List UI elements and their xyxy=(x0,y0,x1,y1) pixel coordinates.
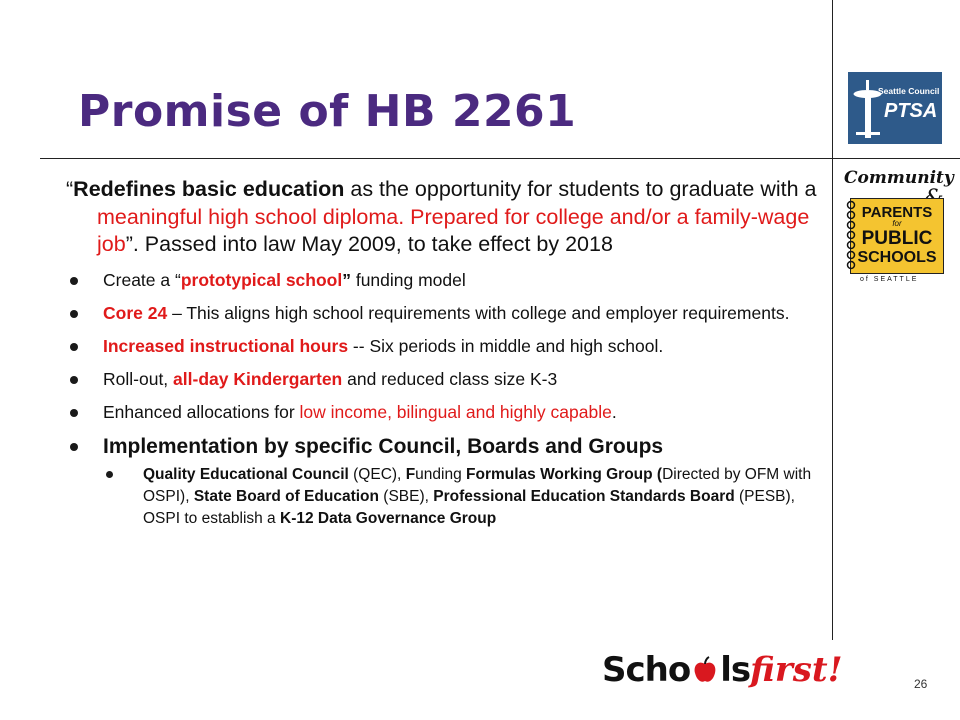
schools-first-text-c: first! xyxy=(750,650,843,690)
for-text: for xyxy=(892,219,902,228)
of-seattle-text: of SEATTLE xyxy=(860,276,919,283)
sub-bullet-councils xyxy=(106,464,818,530)
open-quote: “ xyxy=(66,177,74,201)
k12-text: K-12 Data Governance Group xyxy=(280,509,497,527)
public-text: PUBLIC xyxy=(861,228,933,249)
intro-text-1: as the opportunity for students to graduate with a xyxy=(344,177,817,201)
ptsa-small-text: Seattle Council xyxy=(878,86,940,96)
sub-text: (SBE), xyxy=(378,487,434,505)
schools-first-text-a: Scho xyxy=(602,650,691,690)
bullet-text: . xyxy=(611,401,617,422)
page-number: 26 xyxy=(914,677,928,691)
bullet-text: and reduced class size K-3 xyxy=(342,368,558,389)
implementation-heading: Implementation by specific Council, Boards and Groups xyxy=(103,434,664,458)
parents-text: PARENTS xyxy=(861,204,933,221)
intro-paragraph xyxy=(66,176,818,259)
qec-text: Quality Educational Council xyxy=(143,465,349,483)
title-underline xyxy=(40,158,960,159)
sub-text: (QEC), xyxy=(348,465,406,483)
ptsa-big-text: PTSA xyxy=(884,100,938,122)
bullet-kindergarten xyxy=(66,368,818,391)
intro-red: meaningful high school diploma. Prepared for college and/or a family-wage job xyxy=(97,204,810,256)
bullet-text: Create a “ xyxy=(103,269,181,290)
bullet-text: funding model xyxy=(350,269,466,290)
vertical-divider xyxy=(832,0,833,640)
bullet-highlight: low income, bilingual and highly capable xyxy=(299,401,612,422)
bullet-text: Enhanced allocations for xyxy=(103,401,300,422)
sbe-text: State Board of Education xyxy=(193,487,379,505)
slide-title: Promise of HB 2261 xyxy=(78,86,577,137)
bullet-core-24 xyxy=(66,302,818,325)
schools-first-logo xyxy=(602,650,843,690)
community-parents-logo xyxy=(840,168,954,286)
bullet-implementation xyxy=(66,433,818,460)
intro-text-2: ”. Passed into law May 2009, to take effect by 2018 xyxy=(125,232,613,256)
pesb-text: Professional Education Standards Board xyxy=(433,487,735,505)
ptsa-logo xyxy=(848,72,942,144)
bullet-enhanced-allocations xyxy=(66,401,818,424)
sub-text: F xyxy=(405,465,416,483)
intro-bold: Redefines basic education xyxy=(73,177,345,201)
bullet-highlight: Core 24 xyxy=(103,302,168,323)
sub-text: Directed by OFM with OSPI), xyxy=(143,465,812,505)
bullet-prototypical-school xyxy=(66,269,818,292)
bullet-text: -- Six periods in middle and high school. xyxy=(348,335,664,356)
community-text: Community xyxy=(844,168,954,188)
slide-body xyxy=(66,176,818,530)
bullet-close-quote: ” xyxy=(342,269,351,290)
bullet-highlight: prototypical school xyxy=(180,269,343,290)
sub-text: (PESB), OSPI to establish a xyxy=(143,487,795,527)
ffwg-text: Formulas Working Group ( xyxy=(466,465,663,483)
sub-text: unding xyxy=(415,465,467,483)
apple-icon xyxy=(691,656,719,684)
bullet-text: Roll-out, xyxy=(103,368,174,389)
bullet-list xyxy=(66,269,818,460)
sub-bullet-list xyxy=(66,464,818,530)
bullet-instructional-hours xyxy=(66,335,818,358)
bullet-highlight: all-day Kindergarten xyxy=(173,368,343,389)
bullet-text: – This aligns high school requirements with college and employer requirements. xyxy=(167,302,790,323)
schools-text: SCHOOLS xyxy=(857,249,937,266)
schools-first-text-b: ls xyxy=(720,650,751,690)
bullet-highlight: Increased instructional hours xyxy=(103,335,349,356)
parents-box xyxy=(850,198,944,274)
